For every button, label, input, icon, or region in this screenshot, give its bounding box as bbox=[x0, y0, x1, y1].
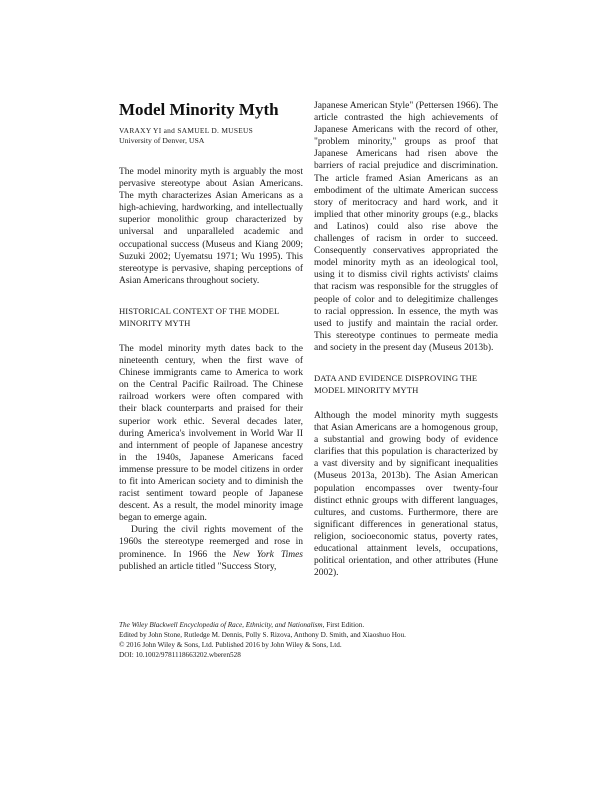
historical-paragraph-2 bbox=[119, 524, 303, 572]
footer-doi: DOI: 10.1002/9781118663202.wberen528 bbox=[119, 651, 241, 660]
newspaper-name: New York Times bbox=[232, 549, 303, 560]
historical-paragraph-continued: Japanese American Style" (Pettersen 1966). The article contrasted the high achievements of Japanese Americans with the record of other, "problem minority," groups as proof that Japanese Americans had risen above the barriers of racial prejudice and discrimination. The article framed Asian Americans as an embodiment of the ultimate American success story of meritocracy and hard work, and it implied that other minority groups (e.g., blacks and Latinos) could also rise above the challenges of racism in order to succeed. Consequently conservatives appropriated the model minority myth as an ideological tool, using it to dismiss civil rights activists' claims that racism was responsible for the struggles of people of color and to delegitimize challenges to racial oppression. In essence, the myth was used to justify and maintain the racial order. This stereotype continues to permeate media and society in the present day (Museus 2013b). bbox=[314, 101, 498, 353]
publication-footer bbox=[119, 620, 499, 660]
footer-editors: Edited by John Stone, Rutledge M. Dennis, Polly S. Rizova, Anthony D. Smith, and Xiaoshuo Hou. bbox=[119, 631, 406, 640]
footer-copyright: © 2016 John Wiley & Sons, Ltd. Published 2016 by John Wiley & Sons, Ltd. bbox=[119, 641, 342, 650]
para2-text-a: During the civil rights movement of the 1960s the stereotype reemerged and rose in prominence. In 1966 the bbox=[119, 525, 303, 560]
article-authors: VARAXY YI and SAMUEL D. MUSEUS bbox=[119, 126, 254, 135]
para2-text-b: published an article titled "Success Story, bbox=[119, 561, 277, 572]
article-title: Model Minority Myth bbox=[119, 100, 279, 119]
right-column bbox=[314, 100, 498, 579]
historical-paragraph-1: The model minority myth dates back to the nineteenth century, when the first wave of Chinese immigrants came to America to work on the Central Pacific Railroad. The Chinese railroad workers were often compared with their black counterparts and praised for their superior work ethic. Several decades later, during America's involvement in World War II and internment of people of Japanese ancestry in the 1940s, Japanese Americans faced immense pressure to be model citizens in order to fit into American society and to diminish the racist sentiment toward people of Japanese descent. As a result, the model minority image began to emerge again. bbox=[119, 343, 303, 524]
article-affiliation: University of Denver, USA bbox=[119, 136, 205, 145]
left-column bbox=[119, 100, 303, 573]
section-heading-historical: HISTORICAL CONTEXT OF THE MODEL MINORITY MYTH bbox=[119, 305, 280, 328]
data-evidence-paragraph: Although the model minority myth suggests that Asian Americans are a homogenous group, a substantial and growing body of evidence clarifies that this population is characterized by a vast diversity and by significant inequalities (Museus 2013a, 2013b). The Asian American population encompasses over twenty-four distinct ethnic groups with different languages, cultures, and customs. Furthermore, there are significant differences in generational status, religion, socioeconomic status, poverty rates, educational attainment levels, occupations, political orientation, and other attributes (Hune 2002). bbox=[314, 410, 498, 579]
footer-citation-line bbox=[119, 620, 499, 630]
intro-paragraph: The model minority myth is arguably the most pervasive stereotype about Asian Americans. The myth characterizes Asian Americans as a high-achieving, hardworking, and intellectually superior monolithic group characterized by universal and unparalleled academic and occupational success (Museus and Kiang 2009; Suzuki 2002; Uyematsu 1971; Wu 1995). This stereotype is pervasive, shaping perceptions of Asian Americans throughout society. bbox=[119, 167, 303, 286]
encyclopedia-title: The Wiley Blackwell Encyclopedia of Race, Ethnicity, and Nationalism bbox=[119, 621, 323, 629]
edition-text: , First Edition. bbox=[322, 621, 365, 629]
section-heading-data-evidence: DATA AND EVIDENCE DISPROVING THE MODEL MINORITY MYTH bbox=[314, 372, 478, 395]
